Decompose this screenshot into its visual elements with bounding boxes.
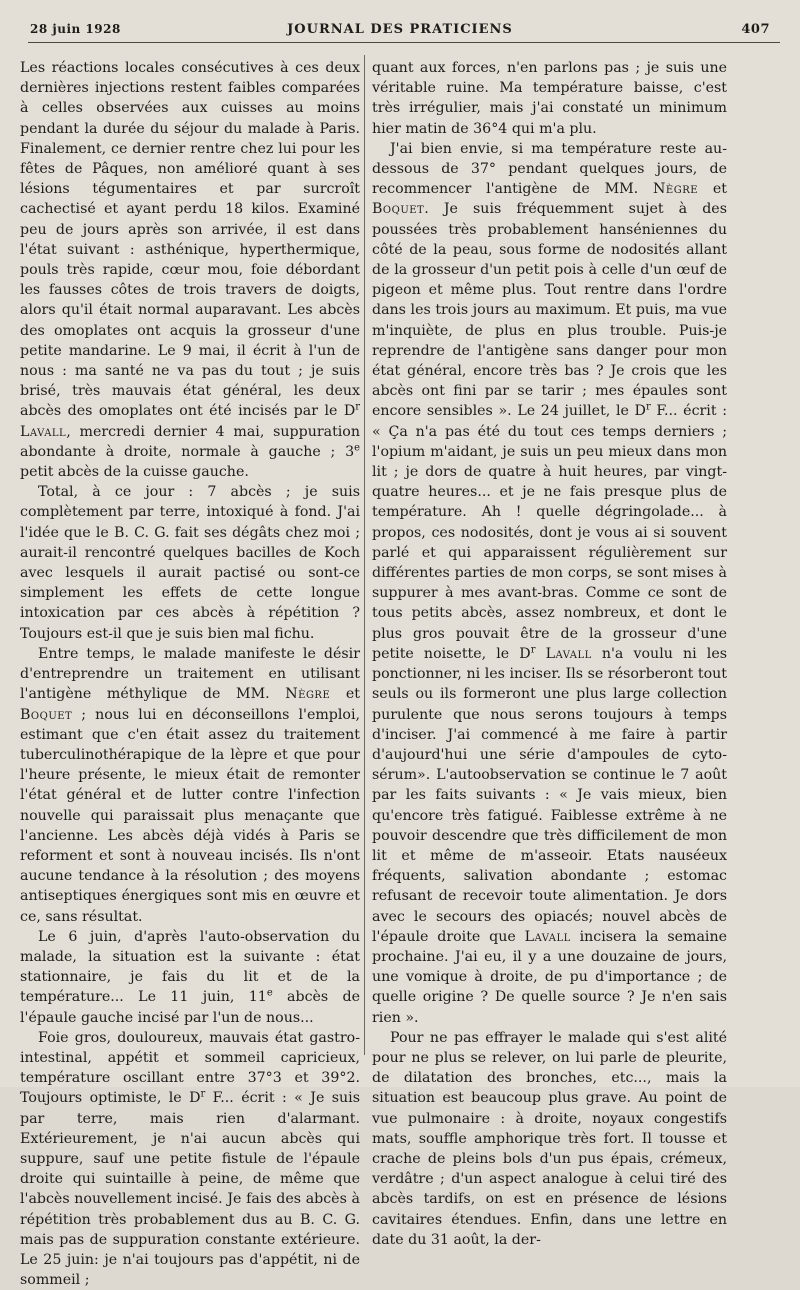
running-header — [30, 20, 770, 42]
right-paragraph-1: quant aux forces, n'en parlons pas ; je suis une véritable ruine. Ma température baisse, c'est très irrégulier, mais j'ai constaté un minimum hier matin de 36°4 qui m'a plu. — [372, 60, 727, 137]
left-paragraph-5: Foie gros, douloureux, mauvais état gastro-intestinal, appétit et sommeil capricieux, température oscillant entre 37°3 et 39°2. Toujours optimiste, le $D^r$ F... écrit : « Je suis par terre, mais rien d'alarmant. Extérieurement, je n'ai aucun abcès qui suppure, sauf une petite fistule de l'épaule droite qui suintaille à peine, de même que l'abcès nouvellement incisé. Je fais des abcès à répétition très probablement dus au B. C. G. mais pas de suppuration constante extérieure. Le 25 juin: je n'ai toujours pas d'appétit, ni de sommeil ; — [20, 1029, 360, 1289]
left-paragraph-2: Total, à ce jour : 7 abcès ; je suis complètement par terre, intoxiqué à fond. J'ai l'idée que le B. C. G. fait ses dégâts chez moi ; aurait-il rencontré quelques bacilles de Koch avec lesquels il aurait pactisé ou sont-ce simplement les effets de cette longue intoxication par ces abcès à répétition ? Toujours est-il que je suis bien mal fichu. — [20, 484, 360, 642]
page-number: 407 — [741, 22, 770, 37]
column-divider — [364, 55, 365, 1055]
right-paragraph-2: J'ai bien envie, si ma température reste au-dessous de 37° pendant quelques jours, de recommencer l'antigène de MM. Nègre et Boquet. Je suis fréquemment sujet à des poussées très probablement hanséniennes du côté de la peau, sous forme de nodosités allant de la grosseur d'un petit pois à celle d'un œuf de pigeon et même plus. Tout rentre dans l'ordre dans les trois jours au maximum. Et puis, ma vue m'inquiète, de plus en plus trouble. Puis-je reprendre de l'antigène sans danger pour mon état général, encore très bas ? Je crois que les abcès ont fini par se tarir ; mes épaules sont encore sensibles ». Le 24 juillet, le $D^r$ F... écrit : « Ça n'a pas été du tout ces temps derniers ; l'opium m'aidant, je suis un peu mieux dans mon lit ; je dors de quatre à huit heures, par vingt-quatre heures... et je ne fais presque plus de température. Ah ! quelle dégringolade... à propos, ces nodosités, dont je vous ai si souvent parlé et qui apparaissent régulièrement sur différentes parties de mon corps, se sont mises à suppurer à mes avant-bras. Comme ce sont de tous petits abcès, assez nombreux, et dont le plus gros pouvait être de la grosseur d'une petite noisette, le $D^r$ Lavall n'a voulu ni les ponctionner, ni les inciser. Ils se résorberont tout seuls ou ils formeront une plus large collection purulente que nous serons toujours à temps d'inciser. J'ai commencé à me faire à partir d'aujourd'hui une série d'ampoules de cyto-sérum». L'autoobservation se continue le 7 août par les faits suivants : « Je vais mieux, bien qu'encore très fatigué. Faiblesse extrême à ne pouvoir descendre que très difficilement de mon lit et même de m'asseoir. Etats nauséeux fréquents, salivation abondante ; estomac refusant de recevoir toute alimentation. Je dors avec le secours des opiacés; nouvel abcès de l'épaule droite que Lavall incisera la semaine prochaine. J'ai eu, il y a une douzaine de jours, une vomique à droite, de pu d'importance ; de quelle origine ? De quelle source ? Je n'en sais rien ». — [372, 140, 727, 1026]
left-paragraph-4: Le 6 juin, d'après l'auto-observation du malade, la situation est la suivante : état stationnaire, je fais du lit et de la température... Le 11 juin, 11e abcès de l'épaule gauche incisé par l'un de nous... — [20, 928, 360, 1026]
right-paragraph-3: Pour ne pas effrayer le malade qui s'est alité pour ne plus se relever, on lui parle de pleurite, de dilatation des bronches, etc..., mais la situation est beaucoup plus grave. Au point de vue pulmonaire : à droite, noyaux congestifs mats, souffle amphorique très fort. Il tousse et crache de pleins bols d'un pus épais, crémeux, verdâtre ; d'un aspect analogue à celui tiré des abcès tardifs, on est en présence de lésions cavitaires étendues. Enfin, dans une lettre en date du 31 août, la der- — [372, 1029, 727, 1248]
header-date: 28 juin 1928 — [30, 22, 121, 36]
right-column — [372, 58, 727, 1250]
header-rule — [28, 42, 780, 43]
left-paragraph-1: Les réactions locales consécutives à ces deux dernières injections restent faibles comparées à celles observées aux cuisses au moins pendant la durée du séjour du malade à Paris. Finalement, ce dernier rentre chez lui pour les fêtes de Pâques, non amélioré quant à ses lésions tégumentaires et par surcroît cachectisé et ayant perdu 18 kilos. Examiné peu de jours après son arrivée, il est dans l'état suivant : asthénique, hyperthermique, pouls très rapide, cœur mou, foie débordant les fausses côtes de trois travers de doigts, alors qu'il était normal auparavant. Les abcès des omoplates ont acquis la grosseur d'une petite mandarine. Le 9 mai, il écrit à l'un de nous : ma santé ne va pas du tout ; je suis brisé, très mauvais état général, les deux abcès des omoplates ont été incisés par le $D^r$ Lavall, mercredi dernier 4 mai, suppuration abondante à droite, normale à gauche ; 3e petit abcès de la cuisse gauche. — [20, 60, 360, 481]
left-paragraph-3: Entre temps, le malade manifeste le désir d'entreprendre un traitement en utilisant l'antigène méthylique de MM. Nègre et Boquet ; nous lui en déconseillons l'emploi, estimant que c'en était assez du traitement tuberculinothérapique de la lèpre et que pour l'heure présente, le mieux était de remonter l'état général et de lutter contre l'infection nouvelle qui paraissait plus menaçante que l'ancienne. Les abcès déjà vidés à Paris se reforment et sont à nouveau incisés. Ils n'ont aucune tendance à la résolution ; des moyens antiseptiques énergiques sont mis en œuvre et ce, sans résultat. — [20, 645, 360, 925]
journal-title: JOURNAL DES PRATICIENS — [287, 22, 513, 37]
left-column — [20, 58, 360, 1290]
